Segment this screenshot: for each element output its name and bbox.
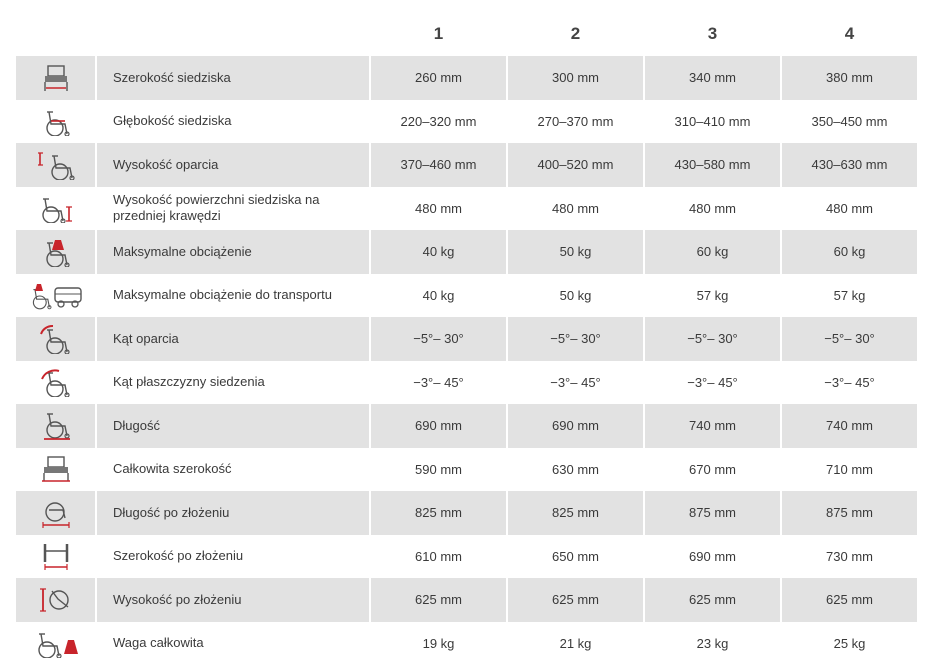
value-cell-col4: 625 mm	[782, 578, 917, 622]
table-row	[16, 230, 914, 274]
value-cell-col2: 270–370 mm	[537, 113, 614, 129]
row-label: Wysokość oparcia	[97, 143, 369, 187]
value-cell-col2: 825 mm	[508, 491, 643, 535]
row-label: Waga całkowita	[113, 635, 204, 651]
table-row	[16, 448, 914, 492]
total-width-icon	[16, 448, 95, 492]
value-cell-col2: 650 mm	[552, 548, 599, 564]
row-label: Długość po złożeniu	[97, 491, 369, 535]
folded-height-icon	[16, 578, 95, 622]
value-cell-col3: −3°– 45°	[687, 374, 738, 390]
value-cell-col1: 40 kg	[422, 287, 455, 303]
value-cell-col3: 23 kg	[696, 635, 729, 651]
backrest-angle-icon	[16, 317, 95, 361]
value-cell-col3: 875 mm	[645, 491, 780, 535]
value-cell-col3: 625 mm	[645, 578, 780, 622]
value-cell-col4: 430–630 mm	[782, 143, 917, 187]
value-cell-col3: 480 mm	[689, 200, 736, 216]
value-cell-col3: 60 kg	[645, 230, 780, 274]
value-cell-col1: 625 mm	[371, 578, 506, 622]
row-label: Kąt oparcia	[97, 317, 369, 361]
value-cell-col3: 740 mm	[645, 404, 780, 448]
folded-length-icon	[16, 491, 95, 535]
value-cell-col2: 300 mm	[508, 56, 643, 100]
value-cell-col1: 40 kg	[371, 230, 506, 274]
value-cell-col4: −3°– 45°	[824, 374, 875, 390]
header-label-cell	[97, 12, 369, 56]
row-label: Szerokość po złożeniu	[113, 548, 244, 564]
value-cell-col1: 19 kg	[422, 635, 455, 651]
table-row	[16, 535, 914, 579]
table-row	[16, 187, 914, 231]
value-cell-col2: 50 kg	[559, 287, 592, 303]
value-cell-col3: 670 mm	[689, 461, 736, 477]
value-cell-col4: 57 kg	[833, 287, 866, 303]
table-row	[16, 622, 914, 666]
value-cell-col1: 610 mm	[415, 548, 462, 564]
row-label: Całkowita szerokość	[113, 461, 232, 477]
table-row	[16, 143, 914, 187]
max-load-icon	[16, 230, 95, 274]
value-cell-col2: 21 kg	[559, 635, 592, 651]
value-cell-col1: 690 mm	[371, 404, 506, 448]
value-cell-col1: −3°– 45°	[413, 374, 464, 390]
row-label: Szerokość siedziska	[97, 56, 369, 100]
row-label: Kąt płaszczyzny siedzenia	[113, 374, 265, 390]
value-cell-col1: 825 mm	[371, 491, 506, 535]
value-cell-col1: 480 mm	[415, 200, 462, 216]
value-cell-col4: 710 mm	[826, 461, 873, 477]
value-cell-col2: 630 mm	[552, 461, 599, 477]
value-cell-col2: −5°– 30°	[508, 317, 643, 361]
table-row	[16, 56, 914, 100]
table-row	[16, 491, 914, 535]
value-cell-col3: −5°– 30°	[645, 317, 780, 361]
value-cell-col3: 57 kg	[696, 287, 729, 303]
row-label: Wysokość po złożeniu	[97, 578, 369, 622]
value-cell-col2: 50 kg	[508, 230, 643, 274]
value-cell-col2: 625 mm	[508, 578, 643, 622]
value-cell-col1: −5°– 30°	[371, 317, 506, 361]
value-cell-col4: 875 mm	[782, 491, 917, 535]
table-row	[16, 100, 914, 144]
value-cell-col3: 340 mm	[645, 56, 780, 100]
value-cell-col4: 380 mm	[782, 56, 917, 100]
total-weight-icon	[16, 622, 95, 666]
spec-table	[16, 12, 914, 665]
value-cell-col4: 730 mm	[826, 548, 873, 564]
row-label: Maksymalne obciążenie	[97, 230, 369, 274]
column-header-4: 4	[844, 24, 855, 43]
value-cell-col4: 60 kg	[782, 230, 917, 274]
value-cell-col1: 370–460 mm	[371, 143, 506, 187]
value-cell-col2: 480 mm	[552, 200, 599, 216]
row-label: Maksymalne obciążenie do transportu	[113, 287, 332, 303]
column-header-1: 1	[433, 24, 444, 43]
value-cell-col1: 590 mm	[415, 461, 462, 477]
row-label: Głębokość siedziska	[113, 113, 232, 129]
seat-front-height-icon	[16, 187, 95, 231]
column-header-2: 2	[570, 24, 581, 43]
table-row	[16, 274, 914, 318]
value-cell-col4: 480 mm	[826, 200, 873, 216]
table-row	[16, 404, 914, 448]
row-label: Wysokość powierzchni siedziska na przedniej krawędzi	[113, 192, 320, 224]
value-cell-col3: 690 mm	[689, 548, 736, 564]
value-cell-col4: 350–450 mm	[811, 113, 888, 129]
value-cell-col4: −5°– 30°	[782, 317, 917, 361]
table-body	[16, 56, 914, 665]
folded-width-icon	[16, 535, 95, 579]
value-cell-col4: 740 mm	[782, 404, 917, 448]
backrest-height-icon	[16, 143, 95, 187]
value-cell-col1: 260 mm	[371, 56, 506, 100]
row-label: Długość	[97, 404, 369, 448]
value-cell-col2: 400–520 mm	[508, 143, 643, 187]
table-row	[16, 317, 914, 361]
value-cell-col3: 310–410 mm	[674, 113, 751, 129]
transport-load-icon	[16, 274, 95, 318]
value-cell-col4: 25 kg	[833, 635, 866, 651]
header-icon-cell	[16, 12, 95, 56]
value-cell-col2: 690 mm	[508, 404, 643, 448]
header-row	[16, 12, 914, 56]
value-cell-col2: −3°– 45°	[550, 374, 601, 390]
value-cell-col1: 220–320 mm	[400, 113, 477, 129]
table-row	[16, 361, 914, 405]
table-row	[16, 578, 914, 622]
value-cell-col3: 430–580 mm	[645, 143, 780, 187]
seat-angle-icon	[16, 361, 95, 405]
seat-depth-icon	[16, 100, 95, 144]
seat-width-icon	[16, 56, 95, 100]
length-icon	[16, 404, 95, 448]
column-header-3: 3	[707, 24, 718, 43]
